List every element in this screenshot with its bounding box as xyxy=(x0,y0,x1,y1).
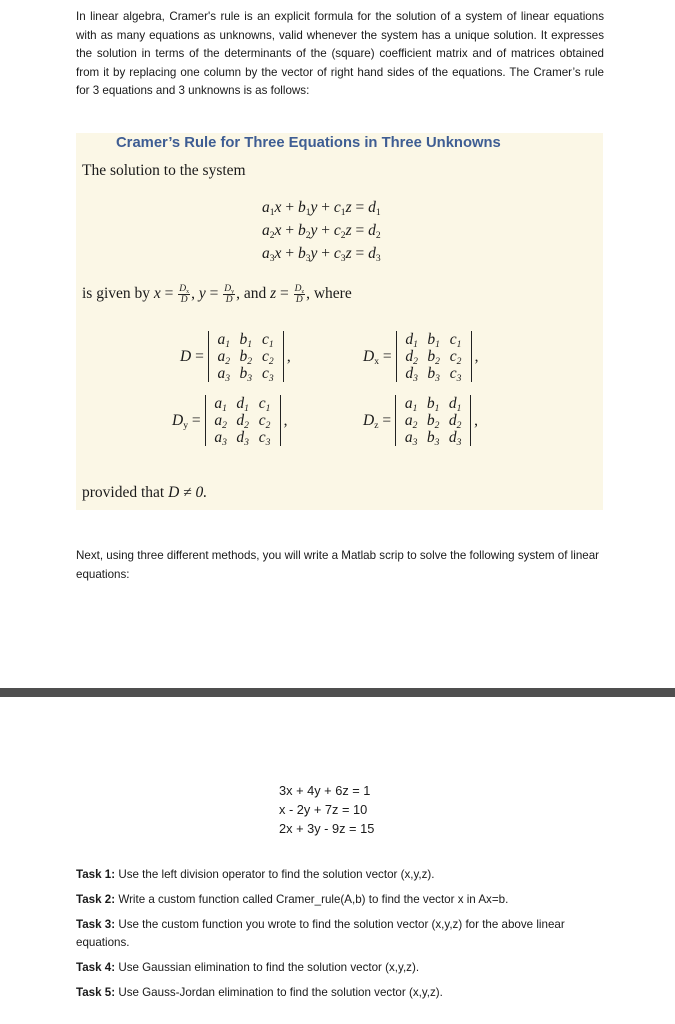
system-equation-1: 3x + 4y + 6z = 1 xyxy=(279,783,371,798)
system-equation-3: 2x + 3y - 9z = 15 xyxy=(279,821,375,837)
and-word: and xyxy=(243,285,267,303)
task-4-label: Task 4: xyxy=(76,961,116,974)
determinant-d: D = $a_1$ $b_1$ $c_1$ $a_2$ $b_2$ $c_2$ $a_3$ $b_3$ $c_3$ , xyxy=(180,331,291,385)
provided-formula: D ≠ 0. xyxy=(168,484,208,501)
determinant-dy: $D_y$ = $a_1$ $d_1$ $c_1$ $a_2$ $d_2$ $c_2$ $a_3$ $d_3$ $c_3$ , xyxy=(172,395,288,449)
task-5-label: Task 5: xyxy=(76,986,116,999)
provided-text: provided that xyxy=(82,484,165,501)
general-equation-2: $a_2x + b_2y + c_2z = d_2$ xyxy=(262,222,381,242)
box-lead-text: The solution to the system xyxy=(82,162,246,179)
task-list xyxy=(76,866,606,1009)
given-prefix: is given by xyxy=(82,285,151,303)
task-4-text: Use Gaussian elimination to find the solution vector (x,y,z). xyxy=(115,961,420,974)
determinant-dz: $D_z$ = $a_1$ $b_1$ $d_1$ $a_2$ $b_2$ $d_2$ $a_3$ $b_3$ $d_3$ , xyxy=(363,395,478,449)
task-2-text: Write a custom function called Cramer_rule(A,b) to find the vector x in Ax=b. xyxy=(115,893,509,906)
system-equations-general xyxy=(262,196,381,265)
where-word: where xyxy=(313,285,352,303)
intro-paragraph: In linear algebra, Cramer's rule is an explicit formula for the solution of a system of linear equations with as many equations as unknowns, valid whenever the system has a unique solution. It expresses the solution in terms of the determinants of the (square) coefficient matrix and of matrices obtained from it by replacing one column by the vector of right hand sides of the equations. The Cramer’s rule for 3 equations and 3 unknowns is as follows: xyxy=(76,10,604,97)
fraction-dz-over-d: $\frac{D_z}{D}$ xyxy=(294,284,305,305)
cramers-rule-box xyxy=(76,133,603,510)
fraction-dy-over-d: $\frac{D_y}{D}$ xyxy=(224,284,235,305)
determinant-dx: $D_x$ = $d_1$ $b_1$ $c_1$ $d_2$ $b_2$ $c_2$ $d_3$ $b_3$ $c_3$ , xyxy=(363,331,479,385)
task-2-label: Task 2: xyxy=(76,893,116,906)
general-equation-1: $a_1x + b_1y + c_1z = d_1$ xyxy=(262,199,381,219)
task-5-text: Use Gauss-Jordan elimination to find the solution vector (x,y,z). xyxy=(115,986,443,999)
task-1-label: Task 1: xyxy=(76,868,116,881)
general-equation-3: $a_3x + b_3y + c_3z = d_3$ xyxy=(262,245,381,265)
fraction-dx-over-d: $\frac{D_x}{D}$ xyxy=(179,284,190,305)
task-5 xyxy=(76,984,606,1002)
system-equation-2: x - 2y + 7z = 10 xyxy=(279,802,368,818)
task-2 xyxy=(76,891,606,909)
task-3 xyxy=(76,916,606,952)
task-3-text: Use the custom function you wrote to find the solution vector (x,y,z) for the above linear equations. xyxy=(76,918,565,949)
linear-system xyxy=(279,781,374,839)
task-3-label: Task 3: xyxy=(76,918,116,931)
provided-condition xyxy=(82,484,207,502)
task-4 xyxy=(76,959,606,977)
next-paragraph: Next, using three different methods, you will write a Matlab scrip to solve the following system of linear equations: xyxy=(76,549,600,581)
page-divider-bar xyxy=(0,688,675,697)
solution-formula: is given by x = $\frac{D_x}{D}$ , y = $\frac{D_y}{D}$ , and z = $\frac{D_z}{D}$ , where xyxy=(82,284,352,305)
box-title: Cramer’s Rule for Three Equations in Three Unknowns xyxy=(116,135,501,151)
task-1-text: Use the left division operator to find the solution vector (x,y,z). xyxy=(115,868,435,881)
task-1 xyxy=(76,866,606,884)
